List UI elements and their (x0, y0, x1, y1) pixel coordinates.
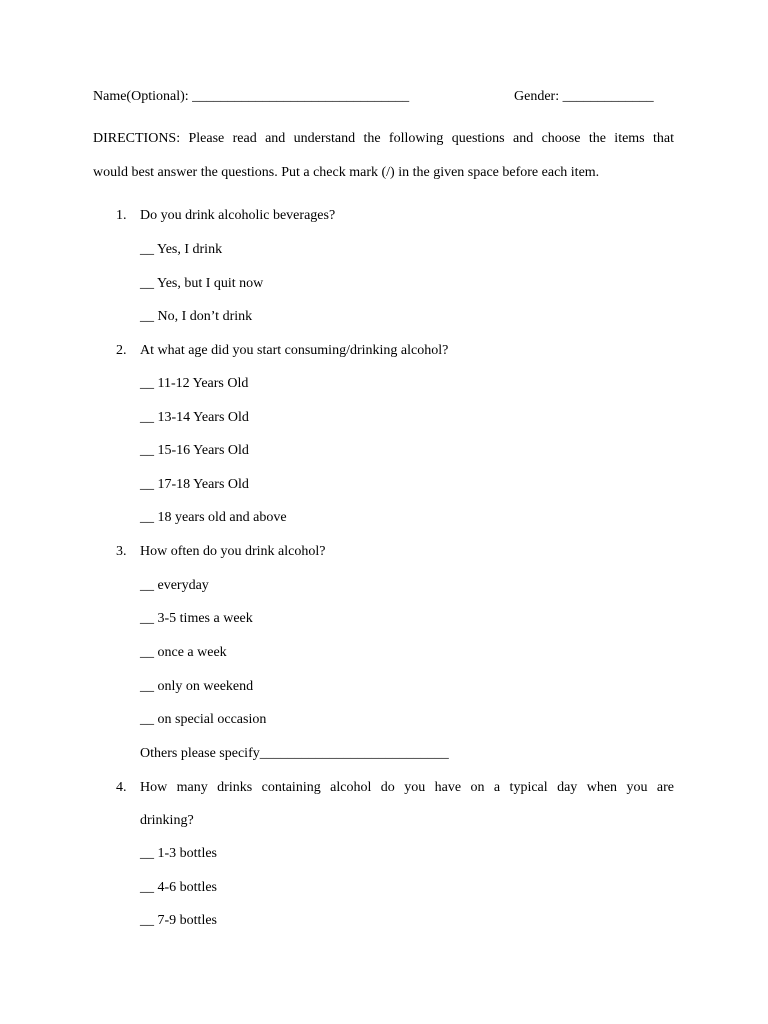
question-3-option-1[interactable]: __ everyday (140, 578, 209, 593)
question-3-option-4[interactable]: __ only on weekend (140, 679, 254, 694)
name-field[interactable]: Name(Optional): _______________________________ (93, 89, 410, 104)
question-4-option-1[interactable]: __ 1-3 bottles (140, 846, 217, 861)
gender-field[interactable]: Gender: _____________ (514, 89, 654, 104)
question-2-number: 2. (116, 343, 127, 358)
question-4-option-2[interactable]: __ 4-6 bottles (140, 880, 217, 895)
question-4-number: 4. (116, 780, 127, 795)
question-1-option-1[interactable]: __ Yes, I drink (140, 242, 223, 257)
question-3-others-field[interactable]: Others please specify___________________________ (140, 746, 449, 761)
question-2-option-3[interactable]: __ 15-16 Years Old (140, 443, 249, 458)
question-2-option-2[interactable]: __ 13-14 Years Old (140, 410, 249, 425)
question-4-text-line-2: drinking? (140, 813, 194, 828)
directions-line-2: would best answer the questions. Put a check mark (/) in the given space before each item. (93, 165, 600, 180)
directions-line-1: DIRECTIONS: Please read and understand the following questions and choose the items that (93, 131, 674, 146)
question-1-option-2[interactable]: __ Yes, but I quit now (140, 276, 264, 291)
question-2-text: At what age did you start consuming/drinking alcohol? (140, 343, 449, 358)
question-3-number: 3. (116, 544, 127, 559)
question-3-option-2[interactable]: __ 3-5 times a week (140, 611, 253, 626)
question-1-option-3[interactable]: __ No, I don’t drink (140, 309, 253, 324)
question-4-text-line-1: How many drinks containing alcohol do you have on a typical day when you are (140, 780, 674, 795)
question-3-text: How often do you drink alcohol? (140, 544, 326, 559)
question-2-option-4[interactable]: __ 17-18 Years Old (140, 477, 249, 492)
question-4-option-3[interactable]: __ 7-9 bottles (140, 913, 217, 928)
question-2-option-5[interactable]: __ 18 years old and above (140, 510, 287, 525)
question-1-number: 1. (116, 208, 127, 223)
question-3-option-3[interactable]: __ once a week (140, 645, 227, 660)
question-3-option-5[interactable]: __ on special occasion (140, 712, 267, 727)
question-2-option-1[interactable]: __ 11-12 Years Old (140, 376, 249, 391)
question-1-text: Do you drink alcoholic beverages? (140, 208, 336, 223)
